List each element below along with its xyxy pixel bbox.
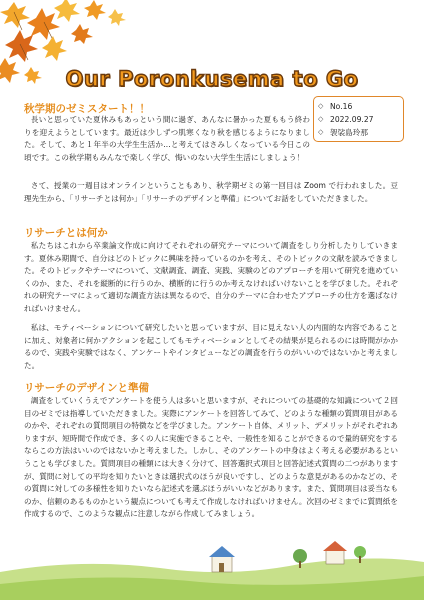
- countryside-illustration: [0, 528, 424, 600]
- issue-date: 2022.09.27: [330, 115, 374, 124]
- author-name: 袈裟島玲那: [330, 128, 368, 137]
- author-row: [318, 126, 399, 139]
- section-heading-what-is-research: リサーチとは何か: [24, 227, 108, 239]
- section-paragraph: さて、授業の一週目はオンラインということもあり、秋学期ゼミの第一回目は Zoom で行われました。豆理先生から、「リサーチとは何か」「リサーチのデザインと準備」についてお話をしていただきました。: [24, 181, 398, 203]
- section-paragraph: 調査をしていくうえでアンケートを使う人は多いと思いますが、それについての基礎的な知識について２回目のゼミでは指導していただきました。実際にアンケートを回答してみて、どのような種類の質問項目があるのかや、それぞれの質問項目の特徴などを学びました。アンケート自体、メリット、デメリットがそれぞれありますが、短時間で作成でき、多くの人に実施できることや、一般性を知ることができるので量的研究をするならこの方法はいいのではないかと考えました。しかし、そのアンケートの中身はよく考える必要があるということも学びました。質問項目の種類には大きく分けて、回答選択式項目と回答記述式質問の二つがありますが、質問に対しての平均を知りたいときは選択式のほうが良いですし、どのような意見があるのかなどの、その質問に対しての多様性を知りたいなら記述式を選ぶほうがいいなどがあります。また、質問項目は妥当なものか、信頼のあるものかという観点についても考えて作成しなければいけません。次回のゼミまでに質問紙を作成するので、このような観点に注意しながら作成してみましょう。: [24, 396, 398, 519]
- issue-number-row: [318, 100, 399, 113]
- house-icon: [209, 546, 235, 572]
- section-paragraph: 私は、モティベーションについて研究したいと思っていますが、目に見えない人の内面的な内容であることに加え、対象者に何かアクションを起こしてもモティベーションとしてその結果が見られるのには時間がかかるので、実践や実験ではなく、アンケートやインタビューなどの調査を行うのがいいのではないかと考えました。: [24, 323, 398, 370]
- section-paragraph: 長いと思っていた夏休みもあっという間に過ぎ、あんなに暑かった夏ももう終わりを迎えようとしています。最近は少しずつ肌寒くなり秋を感じるようになりました。そして、あと１年半の大学生生活か…と考えてはさみしくなっている今日この頃です。この秋学期もみんなで楽しく学び、悔いのない大学生生活にしましょう！: [24, 115, 310, 162]
- issue-number: No.16: [330, 102, 353, 111]
- section-heading-seminar-start: 秋学期のゼミスタート！！: [24, 103, 150, 115]
- barn-icon: [323, 541, 347, 564]
- diamond-bullet-icon: ◇: [318, 128, 324, 136]
- diamond-bullet-icon: ◇: [318, 115, 324, 123]
- issue-info-box: [313, 96, 404, 142]
- section-heading-research-design: リサーチのデザインと準備: [24, 382, 150, 394]
- section-paragraph: 私たちはこれから卒業論文作成に向けてそれぞれの研究テーマについて調査をしり分析したりしていきます。夏休み期間で、自分はどのトピックに興味を持っているのかを考え、そのトピックの文献を読みできました。そのトピックやテーマについて、文献調査、調査、実践、実験のどのアプローチを用いて研究を進めていくのか、また、それを縦断的に行うのか、横断的に行うのか考えなければいけないことを学びました。それぞれの研究テーマによって適切な調査方法は異なるので、自分のテーマに合わせたアプローチの仕方を選ばなければいけません。: [24, 241, 398, 313]
- diamond-bullet-icon: ◇: [318, 102, 324, 110]
- title-banner: [0, 62, 424, 96]
- newsletter-title: Our Poronkusema to Go: [65, 67, 359, 91]
- issue-date-row: [318, 113, 399, 126]
